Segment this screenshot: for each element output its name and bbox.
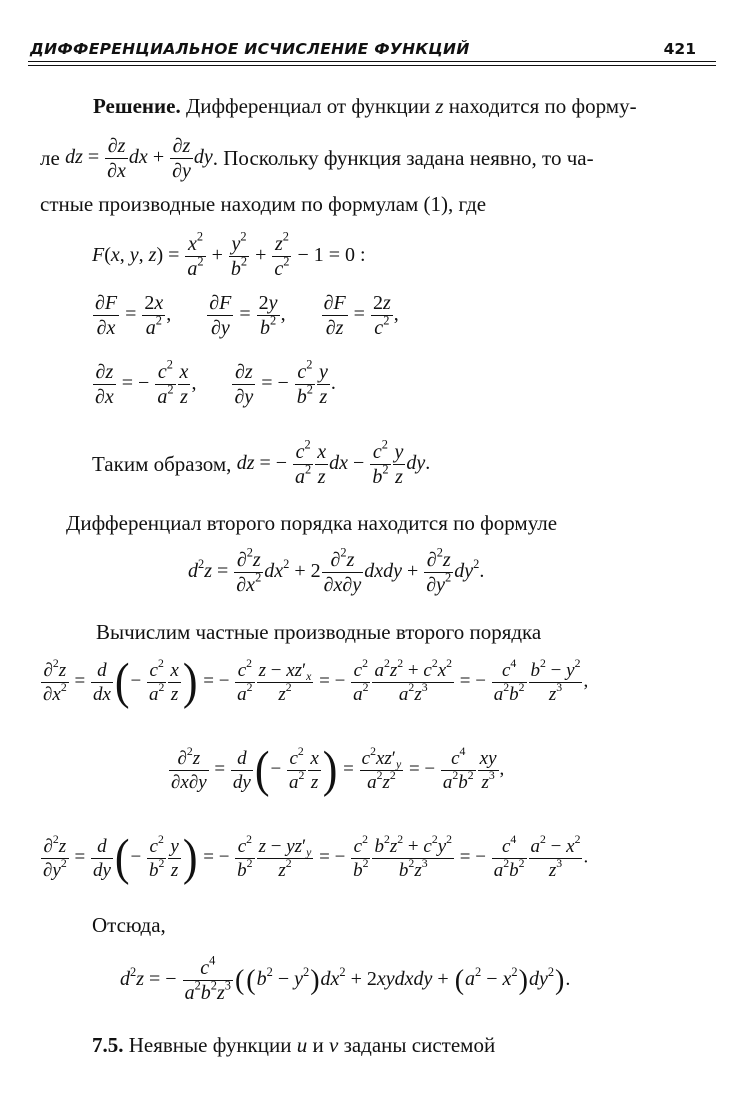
text-run-var: z (435, 94, 444, 118)
chapter-title: ДИФФЕРЕНЦИАЛЬНОЕ ИСЧИСЛЕНИЕ ФУНКЦИЙ (30, 40, 470, 58)
thus-line (92, 437, 431, 488)
text-run: Дифференциал от функции (185, 94, 436, 118)
page-number: 421 (663, 40, 696, 58)
text-run: стные производные находим по формулам (1), где (40, 192, 487, 216)
text-run: Отсюда, (92, 913, 166, 937)
formula-F-definition: F(x, y, z) = $\frac{x^2}{a^2}$ + $\frac{y^2}{b^2}$ + $\frac{z^2}{c^2}$ − 1 = 0 : (92, 229, 366, 280)
paragraph-line-3 (40, 194, 486, 215)
text-run: Дифференциал второго порядка находится по формуле (66, 511, 558, 535)
paragraph-line-1 (93, 96, 637, 117)
paragraph-compute (96, 622, 541, 643)
paragraph-hence (92, 915, 166, 936)
formula-d2z-dx2: $\frac{\partial^2z}{\partial x^2}$ = $\frac{d}{dx}$ (− $\frac{c^2}{a^2}$ $\frac{x}{z}$ ) = − $\frac{c^2}{a^2}$ $\frac{z - xz'_x}{z^2}$ = − $\frac{c^2}{a^2}$ $\frac{a^2z^2 + c^2x^2}{a^2z^3}$ = − $\frac{c^4}{a^2b^2}$ $\frac{b^2 - y^2}{z^3}$ , (43, 653, 589, 710)
text-run: Неявные функции (123, 1033, 297, 1057)
problem-statement (92, 1035, 495, 1056)
text-run: . Поскольку функция задана неявно, то ча- (212, 145, 594, 170)
formula-dz-result: dz = − $\frac{c^2}{a^2}$ $\frac{x}{z}$ dx − $\frac{c^2}{b^2}$ $\frac{y}{z}$ dy. (236, 437, 431, 488)
text-run-var: v (328, 1033, 339, 1057)
header-rule (28, 61, 716, 62)
header-rule-thin (28, 65, 716, 66)
solution-label: Решение. (93, 94, 181, 118)
text-run: Вычислим частные производные второго порядка (96, 620, 542, 644)
formula-d2z-general: $d^2z$ = $\frac{\partial^2z}{\partial x^2}$ $dx^2 + 2$ $\frac{\partial^2z}{\partial x\partial y}$ dxdy + $\frac{\partial^2z}{\partial y^2}$ $dy^2$. (188, 545, 485, 596)
text-run: заданы системой (338, 1033, 496, 1057)
problem-number: 7.5. (92, 1033, 124, 1057)
text-run: находится по форму- (443, 94, 637, 118)
formula-d2z-dxdy: $\frac{\partial^2z}{\partial x\partial y}$ = $\frac{d}{dy}$ (− $\frac{c^2}{a^2}$ $\frac{x}{z}$ ) = $\frac{c^2xz'_y}{a^2z^2}$ = − $\frac{c^4}{a^2b^2}$ $\frac{xy}{z^3}$ , (171, 741, 505, 798)
formula-d2z-final: $d^2z$ = − $\frac{c^4}{a^2b^2z^3}$ ($(b^2 - y^2)dx^2$ + 2xydxdy + $(a^2 - x^2)dy^2$). (120, 953, 571, 1004)
paragraph-second-order (66, 513, 557, 534)
formula-z-partials: $\frac{\partial z}{\partial x}$ = − $\frac{c^2}{a^2}$ $\frac{x}{z}$ , $\frac{\partial z}{\partial y}$ = − $\frac{c^2}{b^2}$ $\frac{y}{z}$ . (95, 357, 336, 408)
paragraph-line-2 (40, 136, 594, 181)
text-run: Таким образом, (92, 451, 237, 476)
running-header (28, 38, 716, 64)
text-run: ле (40, 145, 66, 170)
formula-d2z-dy2: $\frac{\partial^2z}{\partial y^2}$ = $\frac{d}{dy}$ (− $\frac{c^2}{b^2}$ $\frac{y}{z}$ ) = − $\frac{c^2}{b^2}$ $\frac{z - yz'_y}{z^2}$ = − $\frac{c^2}{b^2}$ $\frac{b^2z^2 + c^2y^2}{b^2z^3}$ = − $\frac{c^4}{a^2b^2}$ $\frac{a^2 - x^2}{z^3}$ . (43, 829, 589, 886)
formula-F-partials: $\frac{\partial F}{\partial x}$ = $\frac{2x}{a^2}$ , $\frac{\partial F}{\partial y}$ = $\frac{2y}{b^2}$ , $\frac{\partial F}{\partial z}$ = $\frac{2z}{c^2}$ , (95, 292, 399, 339)
text-run-var: u (296, 1033, 308, 1057)
text-run: и (307, 1033, 329, 1057)
formula-dz-inline: dz = $\frac{\partial z}{\partial x}$ dx + $\frac{\partial z}{\partial y}$ dy (65, 135, 213, 182)
